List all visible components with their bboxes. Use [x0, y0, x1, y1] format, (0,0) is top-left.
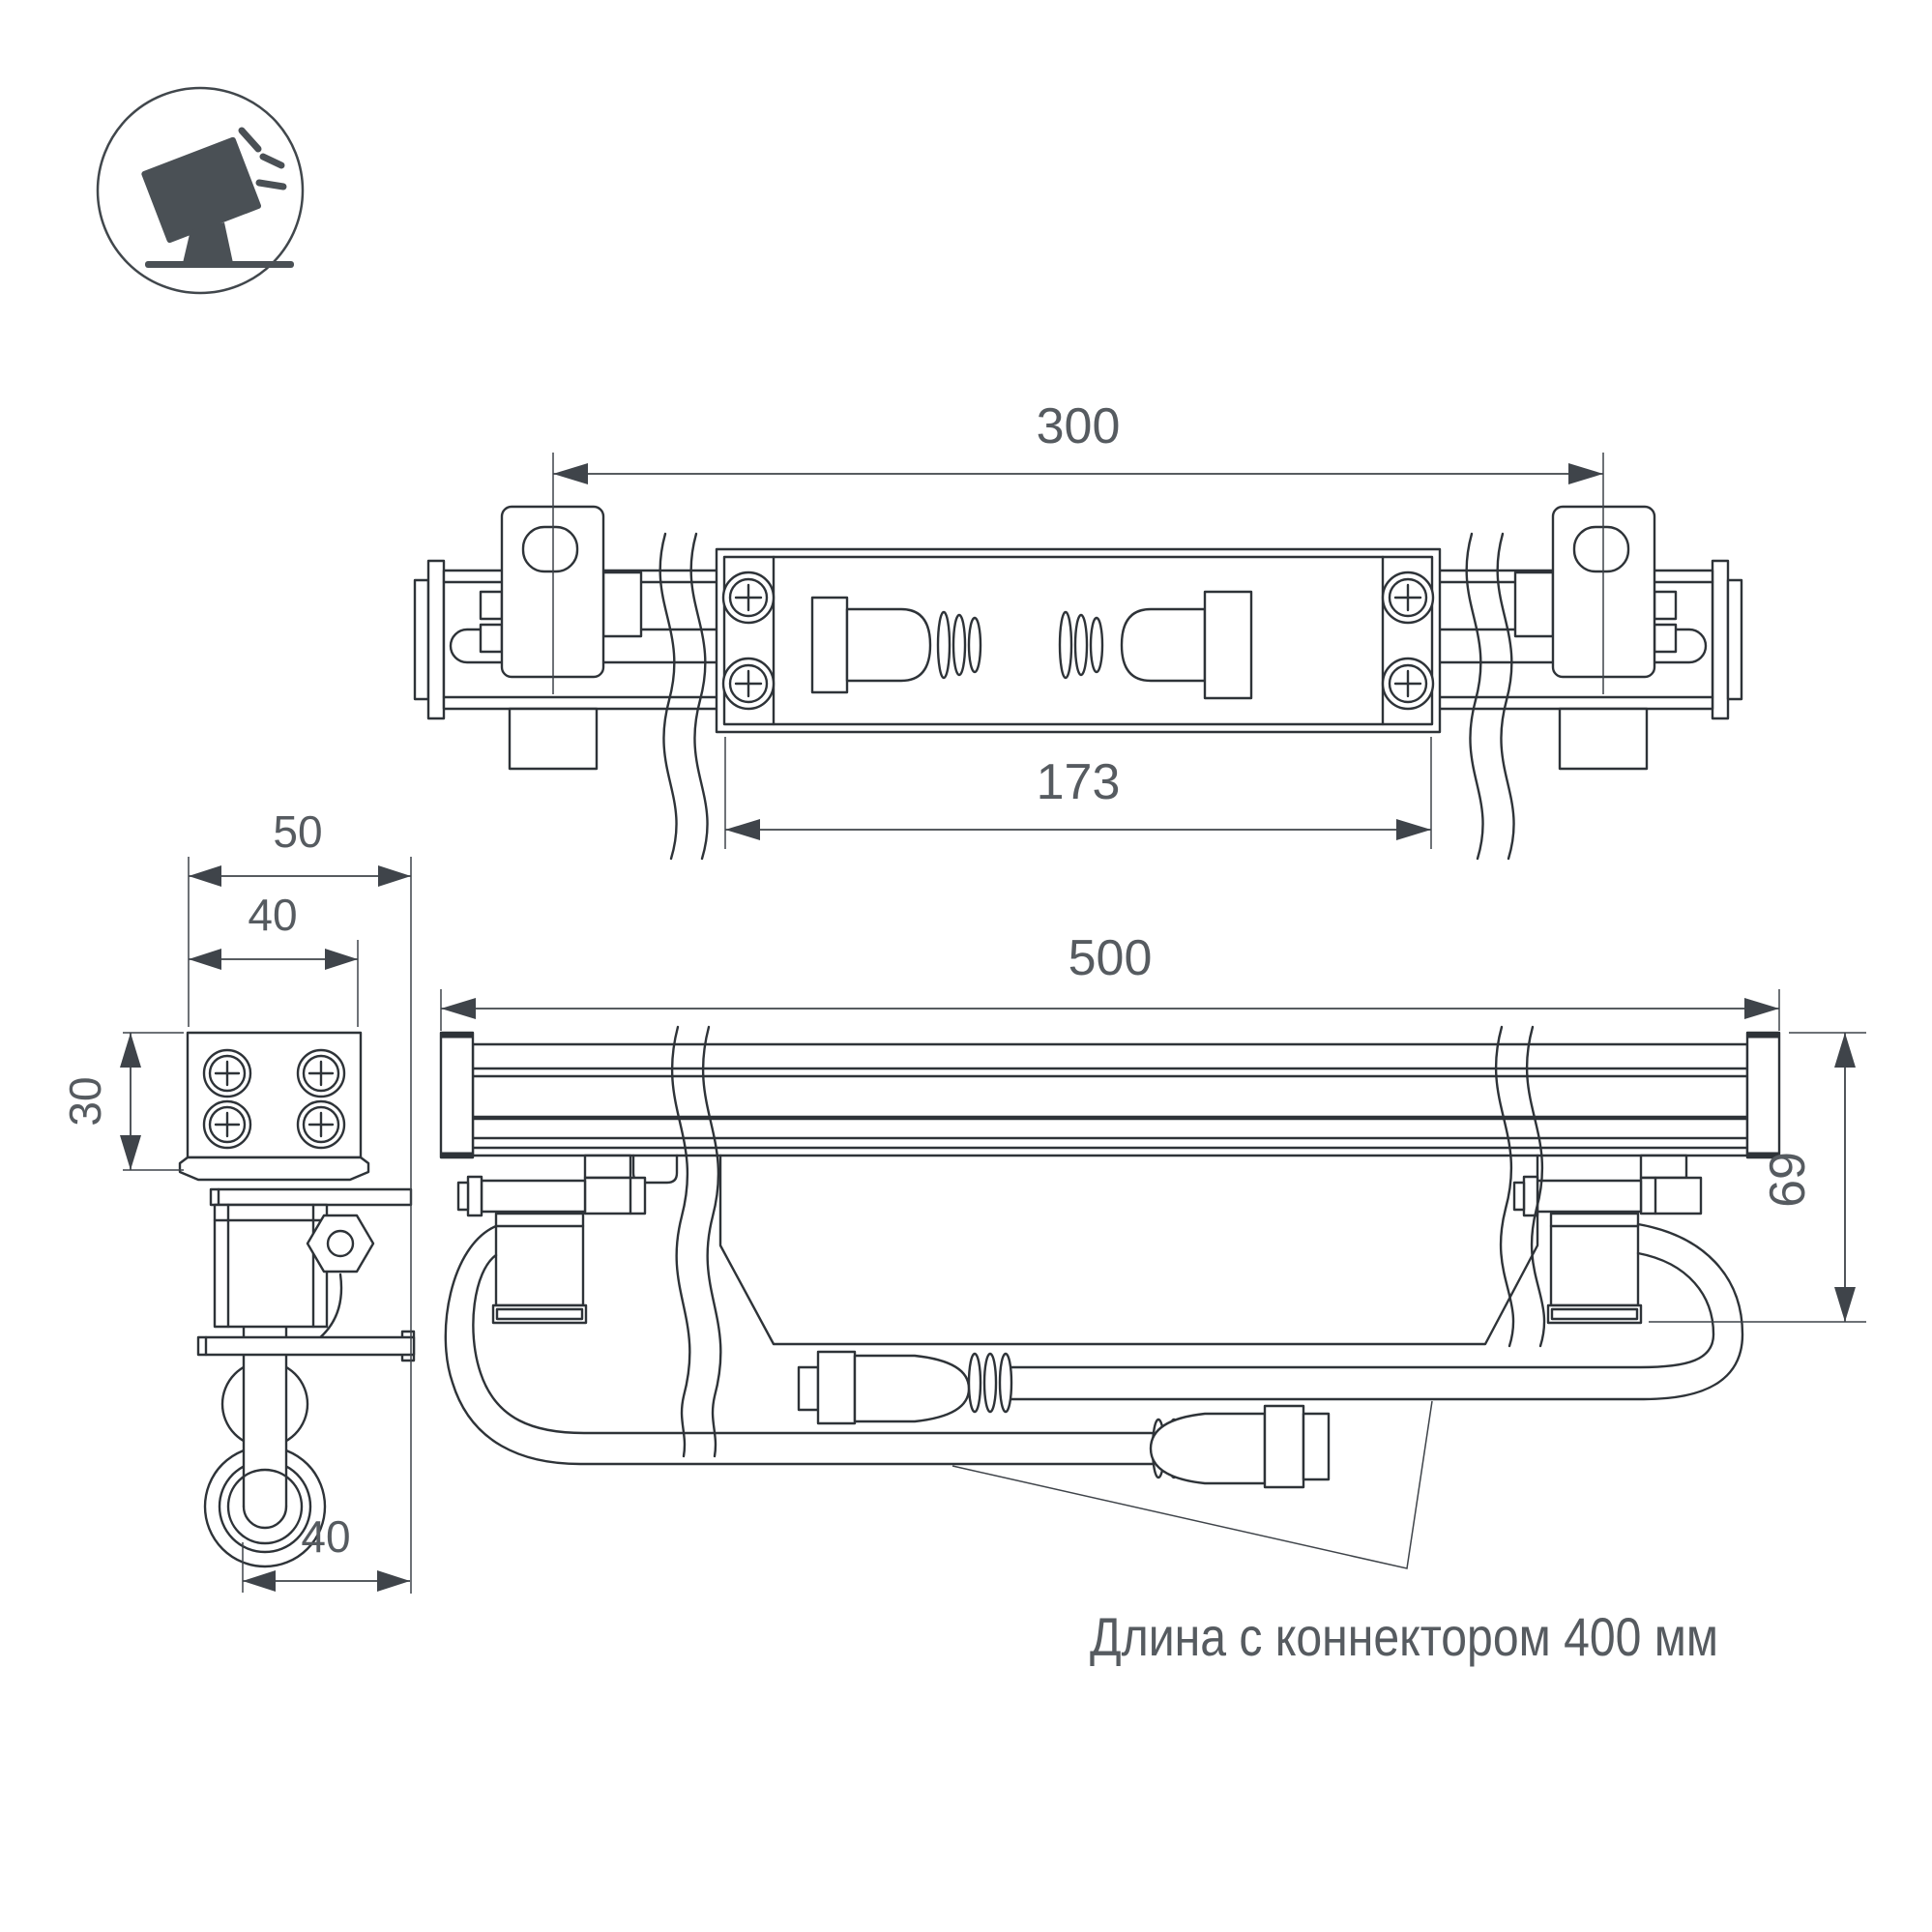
floodlight-badge	[98, 88, 303, 293]
front-left-bracket	[458, 1156, 645, 1323]
clamp-plate	[211, 1189, 411, 1205]
screw-icon	[1383, 572, 1433, 623]
foot-plate	[198, 1337, 414, 1355]
note-label: Длина с коннектором 400 мм	[1090, 1606, 1718, 1667]
side-view	[60, 806, 414, 1594]
male-connector-front	[1151, 1406, 1329, 1487]
dim-40-bottom-label: 40	[301, 1511, 351, 1562]
bolt-tip	[1514, 1183, 1524, 1210]
top-left-end-cap	[428, 561, 444, 718]
front-bar-body	[473, 1044, 1747, 1117]
left-clamp-under	[510, 709, 597, 769]
led-module-box	[720, 1156, 1537, 1344]
dim-500	[441, 930, 1779, 1031]
left-bracket-slot	[523, 527, 577, 571]
screw-icon	[1383, 659, 1433, 709]
bracket-foot	[1548, 1305, 1641, 1323]
dim-40-top	[189, 890, 358, 1027]
bolt-head	[468, 1177, 482, 1215]
screw-icon	[723, 659, 774, 709]
female-connector-front	[799, 1352, 1011, 1423]
screw-icon	[204, 1050, 250, 1097]
bracket-arm	[1551, 1214, 1638, 1305]
dim-40-top-label: 40	[248, 890, 298, 940]
top-view	[415, 398, 1742, 859]
dim-500-label: 500	[1068, 930, 1153, 986]
bracket-arm	[496, 1214, 583, 1305]
right-bolt	[1654, 592, 1676, 619]
front-right-end-cap	[1747, 1033, 1779, 1157]
connector-length-note	[952, 1401, 1718, 1667]
dim-50-label: 50	[273, 806, 323, 857]
dim-300-label: 300	[1036, 398, 1121, 454]
bolt-barrel	[1537, 1181, 1641, 1212]
right-bracket-tab	[1515, 572, 1553, 636]
right-clamp-under	[1560, 709, 1647, 769]
left-bolt	[481, 625, 502, 652]
bolt-tip	[458, 1183, 468, 1210]
dim-30	[60, 1033, 184, 1170]
dim-30-label: 30	[60, 1076, 110, 1127]
dim-173-label: 173	[1036, 754, 1121, 810]
left-bolt	[481, 592, 502, 619]
screw-icon	[298, 1050, 344, 1097]
front-left-end-cap	[441, 1033, 473, 1157]
dim-69-label: 69	[1760, 1152, 1816, 1208]
bolt-barrel	[482, 1181, 585, 1212]
screw-icon	[723, 572, 774, 623]
screw-icon	[298, 1101, 344, 1148]
profile-bottom-flange	[180, 1157, 368, 1180]
bracket-foot	[493, 1305, 586, 1323]
dim-173	[725, 737, 1431, 849]
right-bracket-slot	[1574, 527, 1628, 571]
right-bolt	[1654, 625, 1676, 652]
top-right-end-cap	[1712, 561, 1728, 718]
top-right-outer-plate	[1728, 580, 1742, 699]
front-view	[441, 930, 1866, 1667]
clamp-body	[215, 1205, 327, 1327]
left-bracket-tab	[603, 572, 641, 636]
top-left-outer-plate	[415, 580, 428, 699]
screw-icon	[204, 1101, 250, 1148]
